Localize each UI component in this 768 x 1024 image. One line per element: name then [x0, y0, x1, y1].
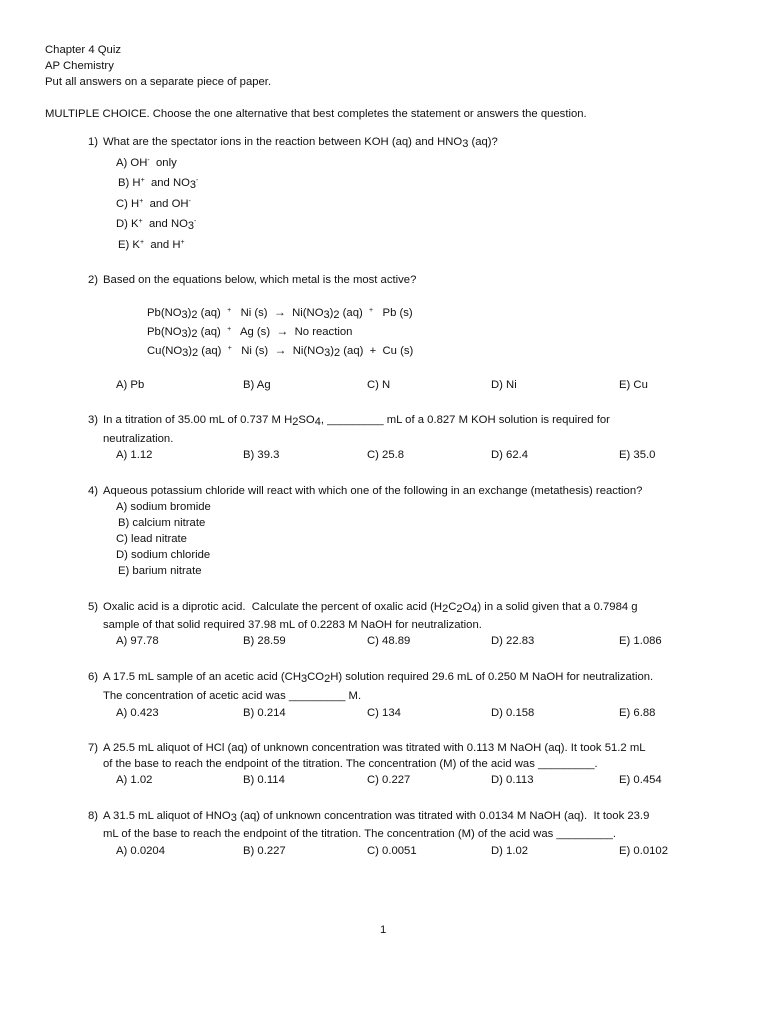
question-8-choice-e: E) 0.0102: [619, 845, 668, 857]
question-4-choice-c: C) lead nitrate: [116, 533, 187, 545]
question-3-choice-a: A) 1.12: [116, 449, 153, 461]
question-4-choice-d: D) sodium chloride: [116, 549, 211, 561]
question-8-text: A 31.5 mL aliquot of $HNO_3$ (aq) of unknown concentration was titrated with 0.0134 M NaOH (aq). It took 23.9: [103, 810, 650, 824]
question-3-choice-c: C) 25.8: [367, 449, 405, 461]
question-7-choice-a: A) 1.02: [116, 774, 153, 786]
question-6-choice-d: D) 0.158: [491, 707, 535, 719]
question-2-choice-b: B) Ag: [243, 379, 271, 391]
question-6-choice-b: B) 0.214: [243, 707, 286, 719]
question-7-choice-c: C) 0.227: [367, 774, 411, 786]
question-7-number: 7): [88, 742, 99, 754]
question-3-choice-b: B) 39.3: [243, 449, 280, 461]
question-3-text-cont: neutralization.: [103, 433, 174, 445]
question-5-choice-d: D) 22.83: [491, 635, 535, 647]
question-6-choice-e: E) 6.88: [619, 707, 656, 719]
question-5-choice-a: A) 97.78: [116, 635, 159, 647]
question-2-choice-d: D) Ni: [491, 379, 517, 391]
question-1-choice-c: C) H+ and OH-: [116, 198, 191, 210]
quiz-title: Chapter 4 Quiz: [45, 44, 121, 56]
question-8-number: 8): [88, 810, 99, 822]
question-8-choice-c: C) 0.0051: [367, 845, 417, 857]
question-4-text: Aqueous potassium chloride will react with which one of the following in an exchange (metathesis) reaction?: [103, 485, 643, 497]
question-6-choice-c: C) 134: [367, 707, 401, 719]
question-1-choice-d: D) K+ and $NO_3^-$: [116, 218, 197, 232]
section-title: MULTIPLE CHOICE. Choose the one alternative that best completes the statement or answers the question.: [45, 108, 587, 120]
question-2-choice-e: E) Cu: [619, 379, 648, 391]
question-1-choice-b: B) H+ and $NO_3^-$: [118, 177, 199, 191]
question-2-number: 2): [88, 274, 99, 286]
question-4-choice-a: A) sodium bromide: [116, 501, 211, 513]
question-5-text: Oxalic acid is a diprotic acid. Calculate the percent of oxalic acid $(H_2C_2O_4)$ in a solid given that a 0.7984 g: [103, 601, 638, 615]
question-5-choice-e: E) 1.086: [619, 635, 662, 647]
question-2-choice-c: C) N: [367, 379, 391, 391]
question-7-text: A 25.5 mL aliquot of HCl (aq) of unknown concentration was titrated with 0.113 M NaOH (aq). It took 51.2 mL: [103, 742, 646, 754]
question-7-choice-d: D) 0.113: [491, 774, 534, 786]
question-5-choice-b: B) 28.59: [243, 635, 286, 647]
question-3-choice-e: E) 35.0: [619, 449, 656, 461]
page-number: 1: [380, 924, 387, 936]
question-5-choice-c: C) 48.89: [367, 635, 411, 647]
question-1-choice-e: E) K+ and H+: [118, 239, 185, 251]
question-2-equation-2: $Pb(NO_3)_2$ (aq) + Ag (s) → No reaction: [147, 324, 353, 340]
question-2-equation-3: $Cu(NO_3)_2$ (aq) + Ni $(s) \to Ni(NO_3)_2$ (aq) + Cu (s): [147, 343, 414, 359]
question-3-number: 3): [88, 414, 99, 426]
question-7-choice-b: B) 0.114: [243, 774, 285, 786]
question-2-choice-a: A) Pb: [116, 379, 145, 391]
question-8-choice-a: A) 0.0204: [116, 845, 165, 857]
question-6-text: A 17.5 mL sample of an acetic acid $(CH_3CO_2H)$ solution required 29.6 mL of 0.250 M NaOH for neutralization.: [103, 671, 654, 685]
question-3-choice-d: D) 62.4: [491, 449, 529, 461]
instructions: Put all answers on a separate piece of paper.: [45, 76, 272, 88]
question-1-choice-a: A) OH- only: [116, 157, 177, 169]
question-5-number: 5): [88, 601, 99, 613]
question-8-choice-d: D) 1.02: [491, 845, 529, 857]
question-5-text-cont: sample of that solid required 37.98 mL of 0.2283 M NaOH for neutralization.: [103, 619, 482, 631]
question-3-text: In a titration of 35.00 mL of 0.737 M $H_2SO_4$, _________ mL of a 0.827 M KOH solution is required for: [103, 414, 610, 428]
question-7-text-cont: of the base to reach the endpoint of the titration. The concentration (M) of the acid was _________.: [103, 758, 598, 770]
question-6-number: 6): [88, 671, 99, 683]
question-6-text-cont: The concentration of acetic acid was _________ M.: [103, 690, 362, 702]
question-2-text: Based on the equations below, which metal is the most active?: [103, 274, 417, 286]
question-4-choice-b: B) calcium nitrate: [118, 517, 206, 529]
course-name: AP Chemistry: [45, 60, 114, 72]
question-2-equation-1: $Pb(NO_3)_2$ (aq) + Ni $(s) \to Ni(NO_3)_2$ (aq) + Pb (s): [147, 305, 413, 321]
question-1-text: What are the spectator ions in the reaction between KOH (aq) and $HNO_3$ (aq)?: [103, 136, 498, 150]
question-7-choice-e: E) 0.454: [619, 774, 662, 786]
question-8-text-cont: mL of the base to reach the endpoint of the titration. The concentration (M) of the acid was _________.: [103, 828, 617, 840]
question-1-number: 1): [88, 136, 99, 148]
question-4-choice-e: E) barium nitrate: [118, 565, 202, 577]
question-4-number: 4): [88, 485, 99, 497]
question-6-choice-a: A) 0.423: [116, 707, 159, 719]
question-8-choice-b: B) 0.227: [243, 845, 286, 857]
